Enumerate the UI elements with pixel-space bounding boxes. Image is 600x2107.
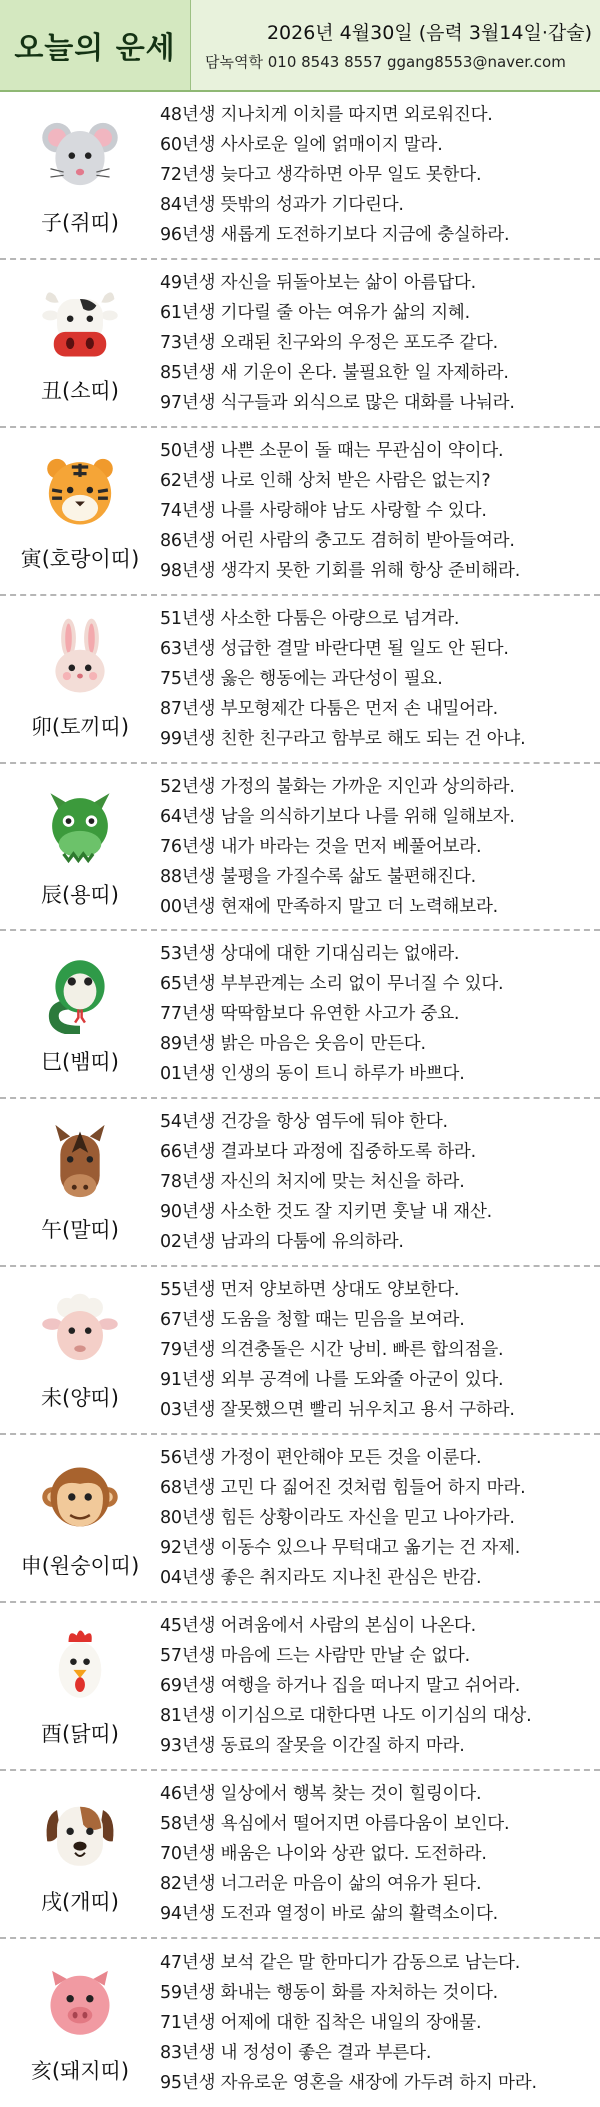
fortune-line: 91년생 외부 공격에 나를 도와줄 아군이 있다. [160,1370,504,1391]
fortune-lines [160,1435,600,1601]
zodiac-label: 亥(돼지띠) [30,2058,130,2083]
zodiac-label: 丑(소띠) [41,378,119,403]
fortune-line: 80년생 힘든 상황이라도 자신을 믿고 나아가라. [160,1508,515,1529]
fortune-line: 84년생 뜻밖의 성과가 기다린다. [160,194,404,215]
fortune-line: 72년생 늦다고 생각하면 아무 일도 못한다. [160,164,482,185]
fortune-line: 70년생 배움은 나이와 상관 없다. 도전하라. [160,1843,487,1864]
fortune-lines [160,596,600,762]
zodiac-label: 子(쥐띠) [41,210,119,235]
fortune-line: 77년생 딱딱함보다 유연한 사고가 중요. [160,1004,460,1025]
fortune-line: 82년생 너그러운 마음이 삶의 여유가 된다. [160,1873,482,1894]
fortune-line: 49년생 자신을 뒤돌아보는 삶이 아름답다. [160,272,476,293]
fortune-line: 48년생 지나치게 이치를 따지면 외로워진다. [160,104,493,125]
fortune-line: 61년생 기다릴 줄 아는 여유가 삶의 지혜. [160,302,470,323]
fortune-line: 87년생 부모형제간 다툼은 먼저 손 내밀어라. [160,698,499,719]
dog-icon [39,1792,121,1874]
fortune-line: 60년생 사사로운 일에 얽매이지 말라. [160,134,443,155]
zodiac-label: 戌(개띠) [41,1889,119,1914]
fortune-lines [160,1603,600,1769]
fortune-line: 63년생 성급한 결말 바란다면 될 일도 안 된다. [160,638,509,659]
fortune-line: 98년생 생각지 못한 기회를 위해 항상 준비해라. [160,560,521,581]
zodiac-row [0,428,600,596]
zodiac-label: 卯(토끼띠) [30,714,130,739]
fortune-lines [160,1099,600,1265]
rabbit-icon [39,617,121,699]
horse-icon [39,1120,121,1202]
zodiac-list [0,92,600,2107]
zodiac-row [0,1267,600,1435]
monkey-icon [39,1456,121,1538]
fortune-line: 02년생 남과의 다툼에 유의하라. [160,1232,404,1253]
rooster-icon [39,1624,121,1706]
zodiac-animal-cell [0,1099,160,1265]
fortune-line: 89년생 밝은 마음은 웃음이 만든다. [160,1034,426,1055]
snake-icon [39,952,121,1034]
fortune-lines [160,1939,600,2107]
zodiac-row [0,1771,600,1939]
fortune-line: 64년생 남을 의식하기보다 나를 위해 일해보자. [160,806,515,827]
fortune-line: 67년생 도움을 청할 때는 믿음을 보여라. [160,1310,465,1331]
page-title: 오늘의 운세 [14,31,176,66]
fortune-line: 03년생 잘못했으면 빨리 뉘우치고 용서 구하라. [160,1400,515,1421]
date-text: 2026년 4월30일 (음력 3월14일·갑술) [266,22,592,44]
zodiac-row [0,764,600,932]
zodiac-row [0,92,600,260]
fortune-line: 79년생 의견충돌은 시간 낭비. 빠른 합의점을. [160,1340,504,1361]
fortune-line: 59년생 화내는 행동이 화를 자처하는 것이다. [160,1982,499,2003]
zodiac-row [0,1435,600,1603]
fortune-line: 69년생 여행을 하거나 집을 떠나지 말고 쉬어라. [160,1675,521,1696]
fortune-lines [160,260,600,426]
fortune-line: 97년생 식구들과 외식으로 많은 대화를 나눠라. [160,392,515,413]
zodiac-animal-cell [0,1771,160,1937]
fortune-line: 76년생 내가 바라는 것을 먼저 베풀어보라. [160,836,482,857]
fortune-line: 52년생 가정의 불화는 가까운 지인과 상의하라. [160,776,515,797]
zodiac-row [0,260,600,428]
fortune-line: 81년생 이기심으로 대한다면 나도 이기심의 대상. [160,1705,532,1726]
pig-icon [39,1961,121,2043]
fortune-line: 50년생 나쁜 소문이 돌 때는 무관심이 약이다. [160,440,504,461]
zodiac-label: 辰(용띠) [41,882,119,907]
fortune-line: 68년생 고민 다 짊어진 것처럼 힘들어 하지 마라. [160,1478,526,1499]
fortune-line: 01년생 인생의 동이 트니 하루가 바쁘다. [160,1064,465,1085]
fortune-line: 04년생 좋은 취지라도 지나친 관심은 반감. [160,1568,482,1589]
fortune-line: 51년생 사소한 다툼은 아량으로 넘겨라. [160,608,460,629]
fortune-line: 92년생 이동수 있으나 무턱대고 옮기는 건 자제. [160,1538,521,1559]
zodiac-row [0,596,600,764]
zodiac-label: 未(양띠) [41,1386,119,1411]
fortune-line: 88년생 불평을 가질수록 삶도 불편해진다. [160,866,476,887]
fortune-line: 55년생 먼저 양보하면 상대도 양보한다. [160,1280,460,1301]
fortune-line: 66년생 결과보다 과정에 집중하도록 하라. [160,1142,476,1163]
fortune-lines [160,428,600,594]
title-box [0,0,191,90]
zodiac-animal-cell [0,1267,160,1433]
fortune-line: 83년생 내 정성이 좋은 결과 부른다. [160,2042,432,2063]
rat-icon [39,113,121,195]
fortune-lines [160,1267,600,1433]
contact-text: 담녹역학 010 8543 8557 ggang8553@naver.com [205,53,566,71]
fortune-line: 96년생 새롭게 도전하기보다 지금에 충실하라. [160,224,510,245]
zodiac-animal-cell [0,1939,160,2107]
fortune-line: 54년생 건강을 항상 염두에 둬야 한다. [160,1112,448,1133]
fortune-line: 73년생 오래된 친구와의 우정은 포도주 같다. [160,332,499,353]
fortune-lines [160,764,600,930]
ox-icon [39,281,121,363]
zodiac-row [0,931,600,1099]
fortune-lines [160,1771,600,1937]
zodiac-row [0,1603,600,1771]
zodiac-label: 寅(호랑이띠) [20,546,140,571]
fortune-line: 58년생 욕심에서 떨어지면 아름다움이 보인다. [160,1813,510,1834]
fortune-line: 85년생 새 기운이 온다. 불필요한 일 자제하라. [160,362,509,383]
header [0,0,600,92]
zodiac-animal-cell [0,92,160,258]
fortune-line: 62년생 나로 인해 상처 받은 사람은 없는지? [160,470,491,491]
fortune-lines [160,931,600,1097]
fortune-line: 47년생 보석 같은 말 한마디가 감동으로 남는다. [160,1952,521,1973]
fortune-line: 95년생 자유로운 영혼을 새장에 가두려 하지 마라. [160,2072,537,2093]
fortune-line: 78년생 자신의 처지에 맞는 처신을 하라. [160,1172,465,1193]
zodiac-animal-cell [0,596,160,762]
zodiac-animal-cell [0,260,160,426]
fortune-line: 74년생 나를 사랑해야 남도 사랑할 수 있다. [160,500,487,521]
zodiac-label: 申(원숭이띠) [20,1554,140,1579]
fortune-line: 56년생 가정이 편안해야 모든 것을 이룬다. [160,1448,482,1469]
zodiac-row [0,1099,600,1267]
fortune-line: 53년생 상대에 대한 기대심리는 없애라. [160,944,460,965]
fortune-line: 45년생 어려움에서 사람의 본심이 나온다. [160,1615,476,1636]
fortune-line: 75년생 옳은 행동에는 과단성이 필요. [160,668,443,689]
fortune-line: 71년생 어제에 대한 집착은 내일의 장애물. [160,2012,482,2033]
fortune-line: 57년생 마음에 드는 사람만 만날 순 없다. [160,1645,470,1666]
zodiac-animal-cell [0,1603,160,1769]
fortune-lines [160,92,600,258]
fortune-line: 99년생 친한 친구라고 함부로 해도 되는 건 아냐. [160,728,526,749]
dragon-icon [39,785,121,867]
fortune-line: 93년생 동료의 잘못을 이간질 하지 마라. [160,1735,465,1756]
zodiac-label: 酉(닭띠) [41,1721,119,1746]
zodiac-animal-cell [0,931,160,1097]
zodiac-label: 午(말띠) [41,1218,119,1243]
fortune-line: 86년생 어린 사람의 충고도 겸허히 받아들여라. [160,530,515,551]
fortune-line: 46년생 일상에서 행복 찾는 것이 힐링이다. [160,1783,482,1804]
fortune-line: 94년생 도전과 열정이 바로 삶의 활력소이다. [160,1903,499,1924]
zodiac-label: 巳(뱀띠) [41,1050,119,1075]
zodiac-animal-cell [0,764,160,930]
tiger-icon [39,449,121,531]
zodiac-row [0,1939,600,2107]
fortune-line: 65년생 부부관계는 소리 없이 무너질 수 있다. [160,974,504,995]
zodiac-animal-cell [0,428,160,594]
fortune-line: 90년생 사소한 것도 잘 지키면 훗날 내 재산. [160,1202,493,1223]
zodiac-animal-cell [0,1435,160,1601]
sheep-icon [39,1288,121,1370]
fortune-line: 00년생 현재에 만족하지 말고 더 노력해보라. [160,896,499,917]
header-info [191,0,600,90]
